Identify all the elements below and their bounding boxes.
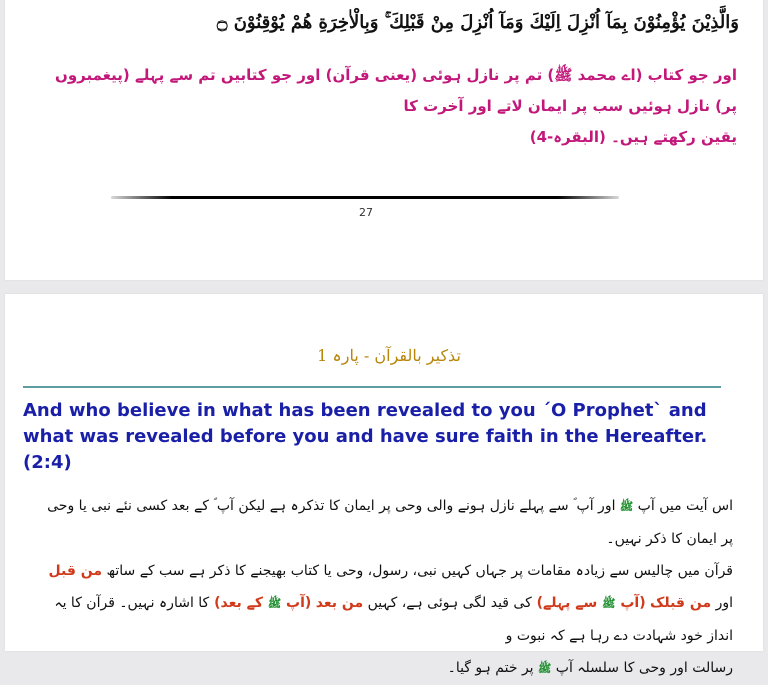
page-27 <box>5 0 763 280</box>
commentary-text: اور <box>715 595 733 611</box>
page-28 <box>5 294 763 676</box>
urdu-translation-line-1: اور جو کتاب (اے محمد ﷺ) تم پر نازل ہوئی (یعنی قرآن) اور جو کتابیں تم سے پہلے (پیغمبروں پر) نازل ہوئیں سب پر ایمان لاتے اور آخرت کا <box>55 66 737 115</box>
header-divider <box>23 386 721 388</box>
highlight-min-qablik: من قبلک <box>650 595 712 611</box>
commentary-text: کی قید لگی ہوئی ہے، کہیں <box>367 595 532 611</box>
urdu-translation <box>37 60 737 153</box>
highlight-min-qabl: من قبل <box>48 563 103 579</box>
highlight-after-you <box>209 595 311 611</box>
page-divider <box>111 196 619 199</box>
commentary-paragraph-2 <box>33 555 733 652</box>
commentary-text: قرآن میں چالیس سے زیادہ مقامات پر جہاں کہیں نبی، رسول، وحی یا کتاب بھیجنے کا ذکر ہے سب کے ساتھ <box>106 563 733 579</box>
highlight-text: (آپ <box>620 595 646 611</box>
english-translation: And who believe in what has been revealed to you ˊO Prophetˋ and what was revealed before you and have sure faith in the Hereafter. (2:4) <box>23 400 708 473</box>
salutation-glyph: ﷺ <box>538 662 552 675</box>
commentary-paragraph-1 <box>33 490 733 555</box>
salutation-glyph: ﷺ <box>267 597 282 610</box>
page-header-title: تذکیر بالقرآن - پارہ 1 <box>317 346 461 365</box>
arabic-verse: وَالَّذِيْنَ يُؤْمِنُوْنَ بِمَآ اُنْزِلَ اِلَيْكَ وَمَآ اُنْزِلَ مِنْ قَبْلِكَ ۚ وَبِالْاٰخِرَةِ هُمْ يُوْقِنُوْنَ ۝ <box>216 12 739 33</box>
commentary-text: کا اشارہ نہیں۔ قرآن کا یہ انداز خود شہادت دے رہا ہے کہ نبوت و <box>54 595 733 644</box>
highlight-text: کے بعد) <box>214 595 263 611</box>
commentary-text: رسالت اور وحی کا سلسلہ آپ <box>555 660 733 676</box>
salutation-glyph: ﷺ <box>602 597 616 610</box>
commentary-text: اس آیت میں آپ <box>637 498 733 514</box>
commentary-paragraph-3 <box>33 652 733 685</box>
highlight-text: سے پہلے) <box>536 595 598 611</box>
highlight-text: (آپ <box>286 595 312 611</box>
urdu-translation-line-2: یقین رکھتے ہیں۔ (البقرہ-4) <box>529 128 737 146</box>
urdu-commentary <box>33 490 733 685</box>
highlight-min-bad: من بعد <box>315 595 364 611</box>
highlight-before-you <box>532 595 646 611</box>
page-number: 27 <box>359 206 373 219</box>
salutation-glyph: ﷺ <box>619 500 634 513</box>
commentary-text: اور آپ ؐ سے پہلے نازل ہونے والی وحی پر ایمان کا تذکرہ ہے لیکن آپ ؐ کے بعد کسی نئے نبی یا وحی پر ایمان کا ذکر نہیں۔ <box>47 498 733 547</box>
commentary-text: پر ختم ہو گیا۔ <box>447 660 534 676</box>
